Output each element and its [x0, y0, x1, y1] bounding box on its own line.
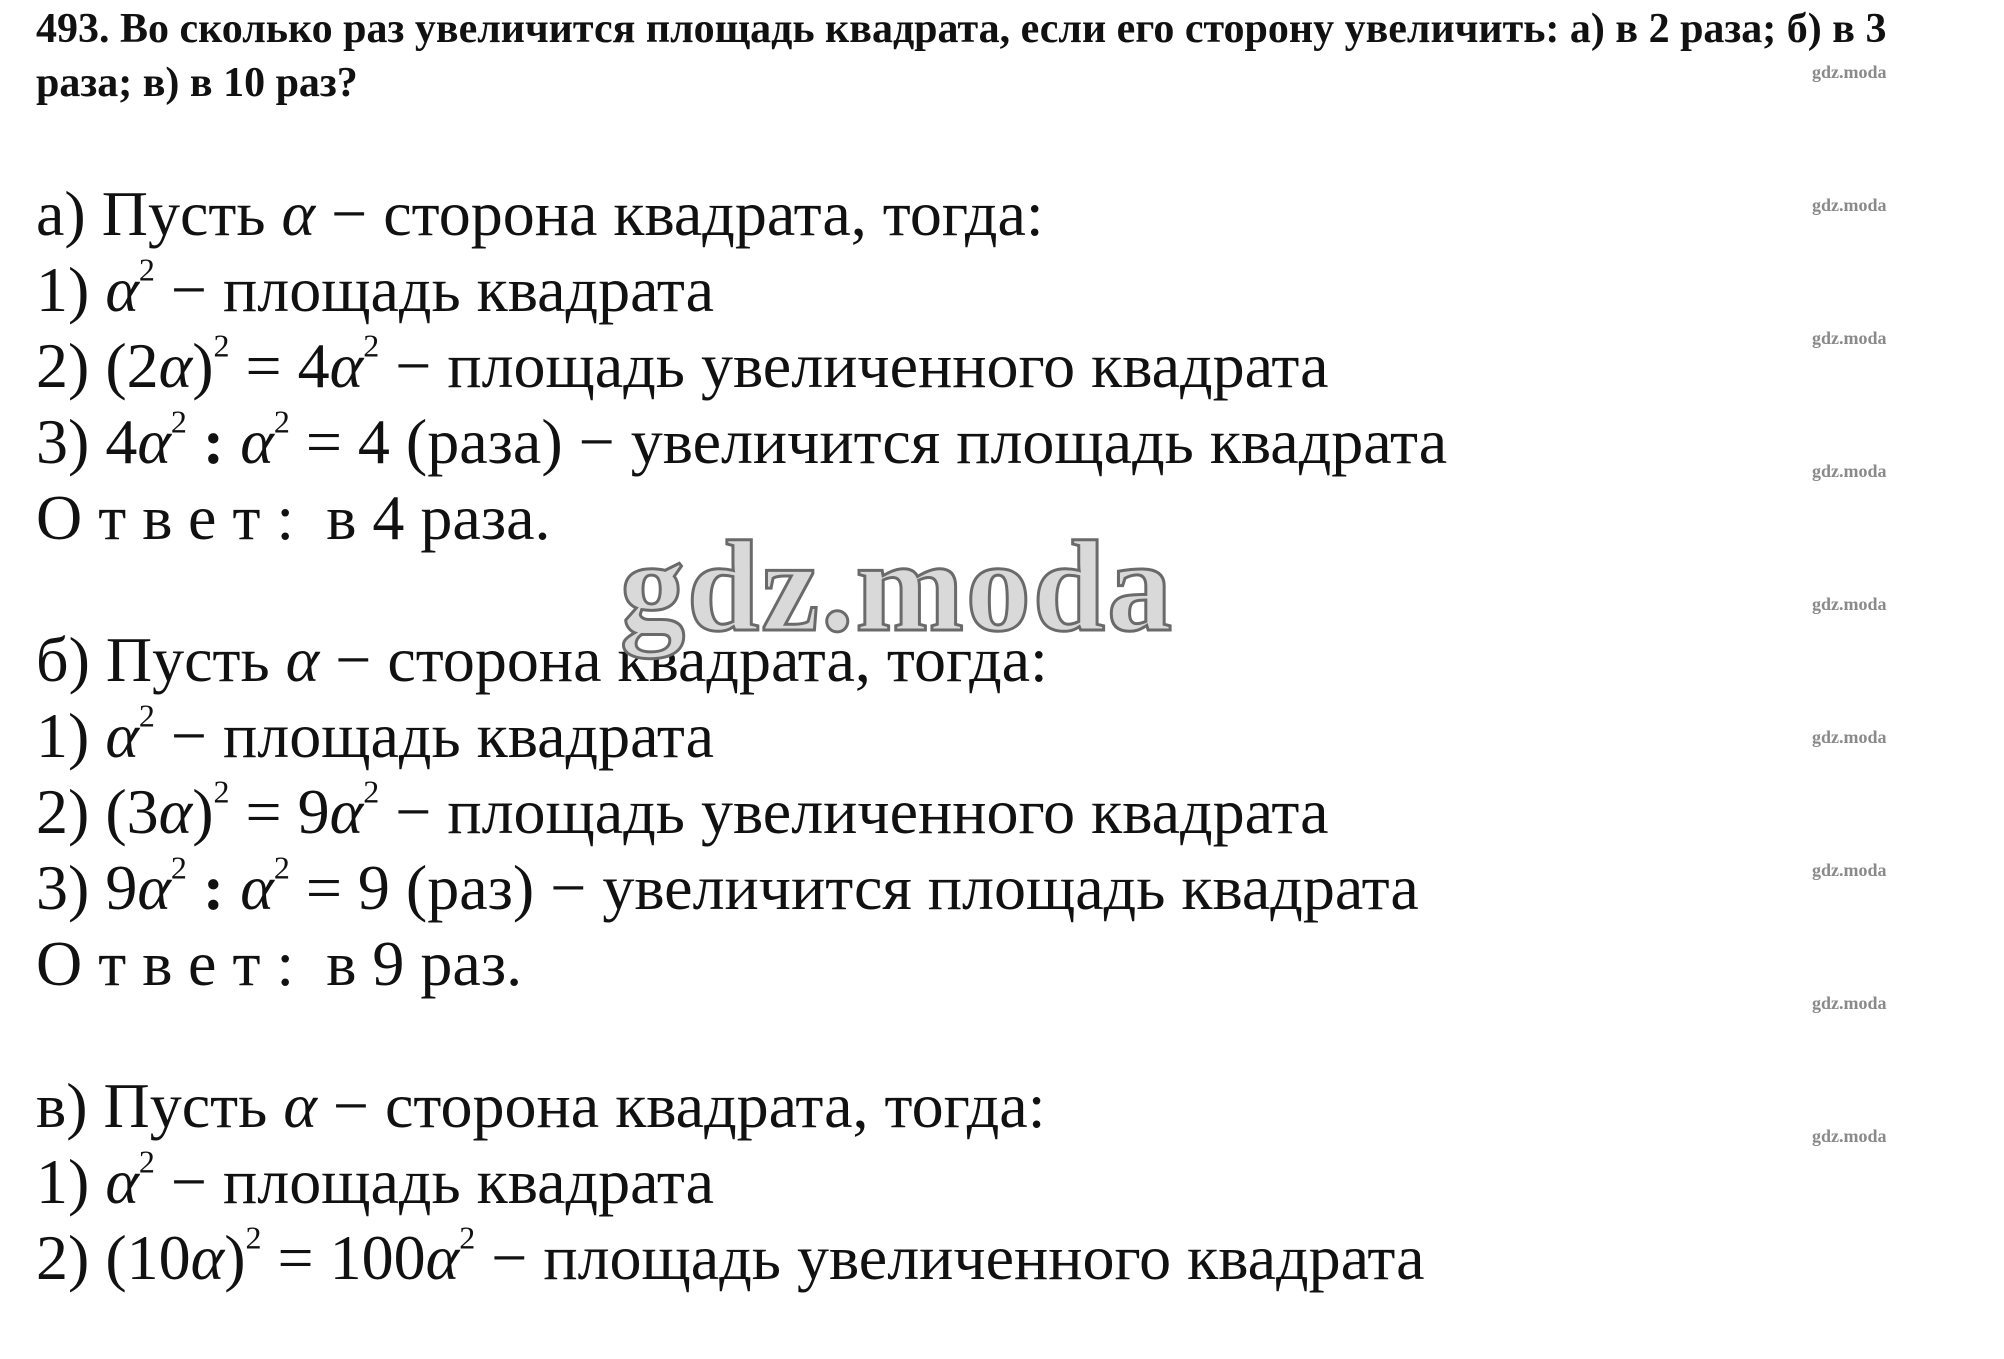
part-a-answer: Ответ: в 4 раза. [36, 482, 551, 553]
watermark-small: gdz.moda [1812, 195, 1887, 215]
problem-statement: 493. Во сколько раз увеличится площадь квадрата, если его сторону увеличить: а) в 2 раза; б) в 3 раза; в) в 10 раз? [36, 6, 1887, 106]
part-c-intro: в) Пусть α − сторона квадрата, тогда: [36, 1070, 1046, 1141]
part-c-step-1: 1) $\alpha^2$ − площадь квадрата [36, 1143, 714, 1217]
watermark-small: gdz.moda [1812, 461, 1887, 481]
part-b-step-3: 3) $9\alpha^2$ : $\alpha^2 = 9$ (раз) − увеличится площадь квадрата [36, 849, 1419, 923]
part-a-step-1: 1) $\alpha^2$ − площадь квадрата [36, 251, 714, 325]
part-b-answer: Ответ: в 9 раз. [36, 928, 523, 999]
watermark-small: gdz.moda [1812, 727, 1887, 747]
part-a-step-2: 2) $(2\alpha)^2 = 4\alpha^2$ − площадь увеличенного квадрата [36, 327, 1329, 401]
watermark-small: gdz.moda [1812, 1126, 1887, 1146]
watermark-small: gdz.moda [1812, 328, 1887, 348]
part-a-step-3: 3) $4\alpha^2$ : $\alpha^2 = 4$ (раза) − увеличится площадь квадрата [36, 403, 1448, 477]
part-b-step-2: 2) $(3\alpha)^2 = 9\alpha^2$ − площадь увеличенного квадрата [36, 773, 1329, 847]
watermark-small: gdz.moda [1812, 993, 1887, 1013]
watermark-small: gdz.moda [1812, 594, 1887, 614]
part-c-step-2: 2) $(10\alpha)^2 = 100\alpha^2$ − площадь увеличенного квадрата [36, 1219, 1425, 1293]
watermark-small: gdz.moda [1812, 860, 1887, 880]
part-a-intro: а) Пусть α − сторона квадрата, тогда: [36, 178, 1044, 249]
watermark-small: gdz.moda [1812, 62, 1887, 82]
watermark-logo: gdz.moda [620, 515, 1175, 659]
part-b-step-1: 1) $\alpha^2$ − площадь квадрата [36, 697, 714, 771]
part-b-intro: б) Пусть α − сторона квадрата, тогда: [36, 624, 1048, 695]
